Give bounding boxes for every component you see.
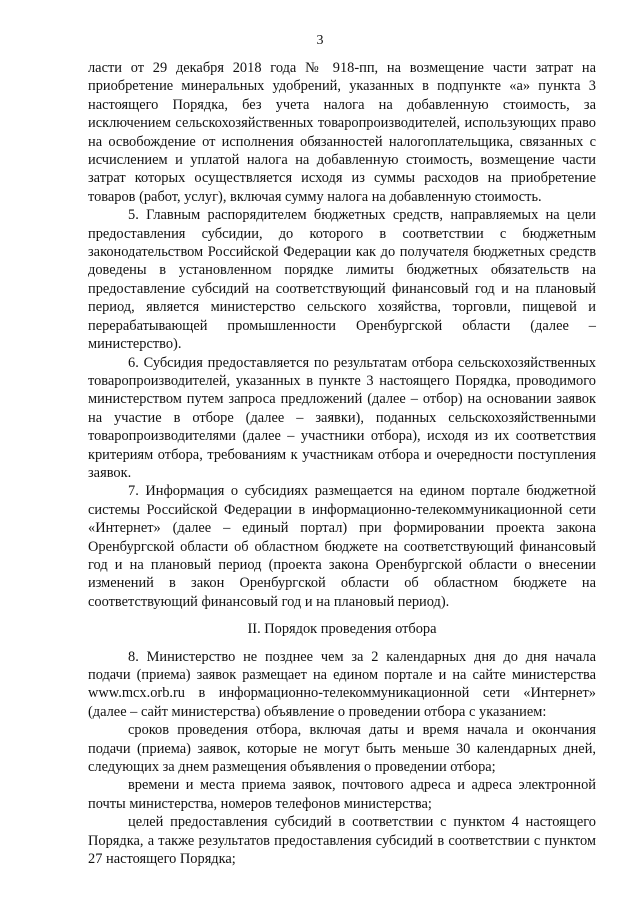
section-heading: II. Порядок проведения отбора <box>247 621 437 638</box>
paragraph-item-7: 7. Информация о субсидиях размещается на едином портале бюджетной системы Российской Федерации в информационно-телекоммуникационной сети «Интернет» (далее – единый портал) при формировании проекта закона Оренбургской области об областном бюджете на соответствующий финансовый год и на плановый период (проекта закона Оренбургской области о внесении изменений в закон Оренбургской области об областном бюджете на соответствующий финансовый год и на плановый период). <box>88 483 596 610</box>
list-item-place-and-contacts: времени и места приема заявок, почтового адреса и адреса электронной почты министерства, номеров телефонов министерства; <box>88 777 596 812</box>
document-body <box>88 59 596 868</box>
list-item-deadlines: сроков проведения отбора, включая даты и время начала и окончания подачи (приема) заявок, которые не могут быть меньше 30 календарных дней, следующих за днем размещения объявления о проведении отбора; <box>88 722 596 776</box>
paragraph-item-6: 6. Субсидия предоставляется по результатам отбора сельскохозяйственных товаропроизводителей, указанных в пункте 3 настоящего Порядка, проводимого министерством путем запроса предложений (далее – отбор) на основании заявок на участие в отборе (далее – заявки), поданных сельскохозяйственными товаропроизводителями (далее – участники отбора), исходя из их соответствия критериям отбора, требованиям к участникам отбора и очередности поступления заявок. <box>88 354 596 481</box>
page-number: 3 <box>316 33 324 48</box>
paragraph-item-8: 8. Министерство не позднее чем за 2 календарных дня до дня начала подачи (приема) заявок размещает на едином портале и на сайте министерства www.mcx.orb.ru в информационно-телекоммуникационной сети «Интернет» (далее – сайт министерства) объявление о проведении отбора с указанием: <box>88 648 596 720</box>
paragraph-continuation: ласти от 29 декабря 2018 года № 918-пп, на возмещение части затрат на приобретение минеральных удобрений, указанных в подпункте «а» пункта 3 настоящего Порядка, без учета налога на добавленную стоимость, за исключением сельскохозяйственных товаропроизводителей, использующих право на освобождение от исполнения обязанностей налогоплательщика, связанных с исчислением и уплатой налога на добавленную стоимость, возмещение части затрат которых осуществляется исходя из суммы расходов на приобретение товаров (работ, услуг), включая сумму налога на добавленную стоимость. <box>88 60 596 205</box>
list-item-goals-and-results: целей предоставления субсидий в соответствии с пунктом 4 настоящего Порядка, а также результатов предоставления субсидий в соответствии с пунктом 27 настоящего Порядка; <box>88 814 596 868</box>
paragraph-item-5: 5. Главным распорядителем бюджетных средств, направляемых на цели предоставления субсидии, до которого в соответствии с бюджетным законодательством Российской Федерации как до получателя бюджетных средств доведены в установленном порядке лимиты бюджетных обязательств на предоставление субсидий на соответствующий финансовый год и на плановый период, является министерство сельского хозяйства, торговли, пищевой и перерабатывающей промышленности Оренбургской области (далее – министерство). <box>88 207 596 353</box>
